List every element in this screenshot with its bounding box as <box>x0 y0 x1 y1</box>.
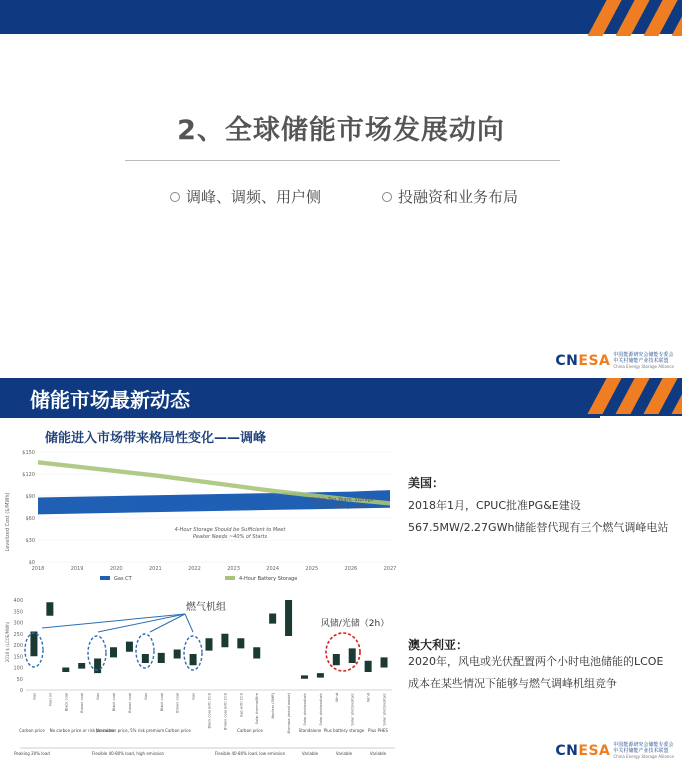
group-label: Standalone <box>298 728 322 733</box>
chart-heading: 储能进入市场带来格局性变化——调峰 <box>45 431 267 446</box>
orange-stripes <box>572 378 682 414</box>
x-tick-label: 2022 <box>188 566 201 572</box>
group-label: Plus battery storage <box>323 728 365 733</box>
group-label: No carbon price or risk premium <box>49 728 115 733</box>
legend-battery: 4-Hour Battery Storage <box>239 576 298 582</box>
lcoe-comparison-chart <box>0 444 400 590</box>
group-footer: Variable <box>369 751 387 756</box>
bullet-item: 调峰、调频、用户侧 <box>170 186 321 207</box>
x-tick-label: Black coal <box>112 693 117 712</box>
bar <box>381 657 388 667</box>
bullet-item: 投融资和业务布局 <box>382 186 518 207</box>
group-footer: Variable <box>301 751 319 756</box>
y-tick-label: $120 <box>22 472 35 478</box>
x-tick-label: Nuclear (SMR) <box>271 693 276 719</box>
x-tick-label: Solar photovoltaic <box>382 693 387 726</box>
overlay-label: 储能vs燃气 全生命周期成本 <box>135 496 275 509</box>
x-tick-label: Wind <box>334 693 339 703</box>
y-axis-label: 2018 $ (LCOE/MWh) <box>5 621 10 663</box>
bar <box>301 675 308 678</box>
group-footer: Peaking 20% load <box>14 751 50 756</box>
x-tick-label: Solar photovoltaic <box>302 693 307 726</box>
bar <box>30 632 37 657</box>
y-tick-label: $90 <box>25 494 35 500</box>
x-tick-label: 2024 <box>266 566 280 572</box>
group-label: Plus PHES <box>368 728 388 733</box>
cnesa-logo: CNESA 中国能源研究会储能专委会 中关村储能产业技术联盟 China Energy Storage Alliance <box>555 352 674 369</box>
y-tick-label: 150 <box>13 654 23 661</box>
bar <box>269 614 276 624</box>
y-tick-label: 300 <box>13 620 23 627</box>
au-text: 2020年，风电或光伏配置两个小时电池储能的LCOE 成本在某些情况下能够与燃气调峰机组竞争 <box>408 655 664 690</box>
group-label: Carbon price <box>19 728 45 733</box>
x-tick-label: Solar thermal/fire <box>255 693 260 725</box>
x-tick-label: Brown coal <box>80 693 85 713</box>
y-tick-label: $60 <box>25 516 35 522</box>
x-tick-label: Wind <box>366 693 371 703</box>
bar <box>333 654 340 665</box>
bar <box>78 663 85 669</box>
slide-1 <box>0 0 682 378</box>
x-tick-label: Black coal with CCS <box>207 693 212 729</box>
group-label: Carbon price <box>165 728 191 733</box>
x-tick-label: Black coal <box>159 693 164 712</box>
y-tick-label: 50 <box>16 676 23 683</box>
legend-swatch-gas <box>100 576 110 580</box>
x-tick-label: 2019 <box>70 566 84 572</box>
group-label: No carbon price, 5% risk premium <box>95 728 165 733</box>
x-tick-label: Brown coal <box>127 693 132 713</box>
x-tick-label: 2027 <box>383 566 397 572</box>
x-tick-label: 2026 <box>344 566 358 572</box>
bar <box>62 668 69 673</box>
label-gas-units: 燃气机组 <box>186 602 226 613</box>
y-tick-label: 400 <box>13 598 23 604</box>
y-tick-label: 350 <box>13 609 23 616</box>
x-tick-label: 2018 <box>31 566 45 572</box>
bar <box>190 654 197 665</box>
title-underline <box>0 416 600 418</box>
slide-2 <box>0 378 682 768</box>
legend-swatch-battery <box>225 576 235 580</box>
x-tick-label: Black coal <box>64 693 69 712</box>
slide-title: 2、全球储能市场发展动向 <box>177 115 505 146</box>
x-tick-label: 2023 <box>227 566 240 572</box>
bar <box>158 653 165 663</box>
y-tick-label: 0 <box>19 688 23 694</box>
annotation: Within Five Years, Storage Begins To Compete Head-to-Head <box>182 453 298 466</box>
bar <box>253 647 260 658</box>
x-tick-label: 2021 <box>148 566 162 572</box>
bar <box>46 602 53 616</box>
bar <box>317 673 324 678</box>
x-tick-label: Biomass (wood waste) <box>287 693 292 734</box>
group-footer: Flexible 40-80% load, high emission <box>91 751 165 756</box>
group-label: Carbon price <box>237 728 263 733</box>
x-tick-label: Brown coal with CCS <box>223 693 228 731</box>
y-tick-label: $0 <box>28 560 35 566</box>
bar <box>110 647 117 657</box>
y-tick-label: 200 <box>13 643 23 649</box>
group-footer: Variable <box>335 751 353 756</box>
x-tick-label: 2025 <box>305 566 319 572</box>
bullet-icon <box>170 192 180 202</box>
pointer-lines <box>42 614 193 632</box>
bar <box>174 650 181 659</box>
au-heading: 澳大利亚： <box>408 638 469 652</box>
group-footer: Flexible 40-80% load, low emission <box>214 751 286 756</box>
bar <box>94 659 101 674</box>
bar <box>126 642 133 652</box>
y-axis-label: Levelized Cost ($/MWh) <box>5 492 11 552</box>
y-tick-label: $150 <box>22 450 35 456</box>
x-tick-label: Fuel oil <box>48 693 53 706</box>
bar <box>365 661 372 672</box>
bar <box>285 600 292 636</box>
x-tick-label: Gas <box>143 693 148 700</box>
x-tick-label: Gas <box>96 693 101 700</box>
x-tick-label: Gas with CCS <box>239 693 244 718</box>
bar <box>349 648 356 663</box>
bullet-icon <box>382 192 392 202</box>
legend-gas: Gas CT <box>114 576 132 582</box>
bar <box>237 638 244 648</box>
bar <box>142 654 149 663</box>
y-tick-label: 250 <box>13 631 23 638</box>
annotation: Within Ten Years, Storage Almost Always Wins <box>310 497 374 510</box>
label-wind-solar-storage: 风储/光储（2h） <box>320 619 390 629</box>
y-tick-label: 100 <box>13 665 23 672</box>
x-tick-label: Brown coal <box>175 693 180 713</box>
us-heading: 美国： <box>408 476 445 490</box>
y-tick-label: $30 <box>25 538 35 544</box>
cnesa-logo: CNESA 中国能源研究会储能专委会 中关村储能产业技术联盟 China Energy Storage Alliance <box>555 742 674 759</box>
x-tick-label: Gas <box>32 693 37 700</box>
x-tick-label: Gas <box>191 693 196 700</box>
divider <box>125 160 560 161</box>
bar <box>206 638 213 650</box>
x-tick-label: Solar photovoltaic <box>318 693 323 726</box>
orange-stripes <box>572 0 682 36</box>
lcoe-bar-chart <box>0 592 400 766</box>
bar <box>221 634 228 648</box>
slide-title: 储能市场最新动态 <box>30 388 190 412</box>
x-tick-label: 2020 <box>109 566 123 572</box>
x-tick-label: Solar photovoltaic <box>350 693 355 726</box>
us-text: 2018年1月，CPUC批准PG&E建设 567.5MW/2.27GWh储能替代现有三个燃气调峰电站 <box>408 499 669 534</box>
annotation: 4-Hour Storage Should be Sufficient to Meet Peaker Needs ~40% of Starts <box>174 527 286 540</box>
